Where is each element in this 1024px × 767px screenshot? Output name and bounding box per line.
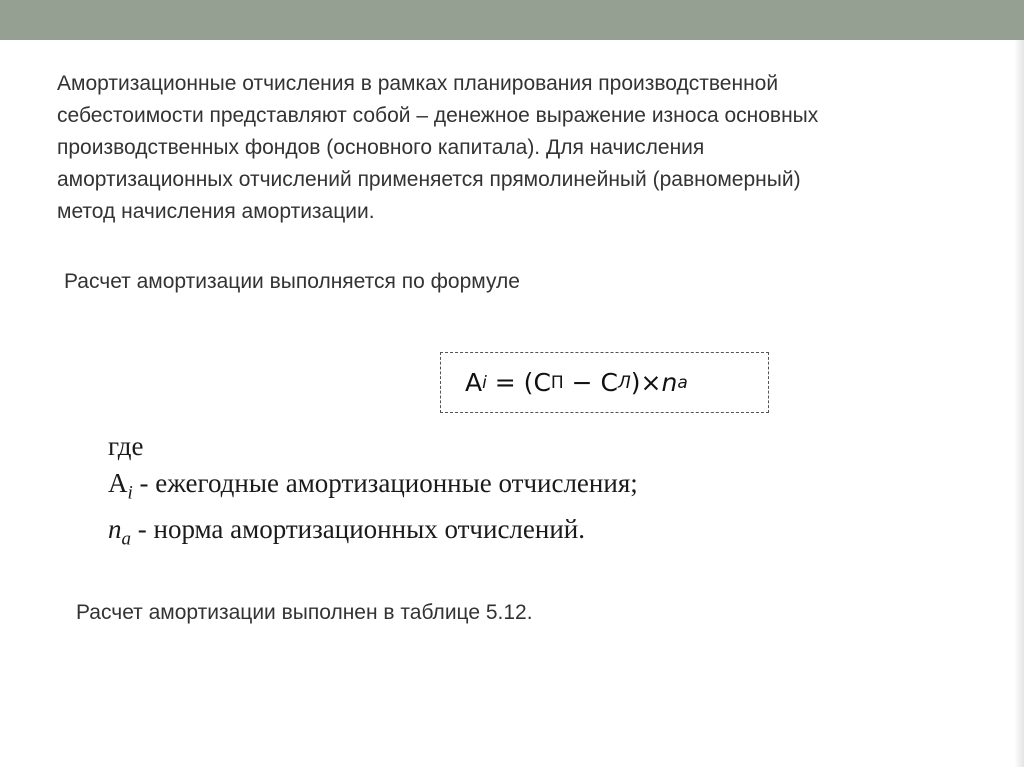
formula-symbol-n: n [661,368,678,397]
legend-where: где [108,431,144,461]
formula-box [440,352,769,413]
formula-symbol-a: А [465,368,483,397]
formula-legend [108,428,638,558]
formula-sub-i: i [482,372,487,393]
legend-item-na [108,511,638,557]
legend-symbol-n: n [108,514,122,545]
slide-edge-shadow [1014,40,1024,767]
paragraph-line: Амортизационные отчисления в рамках планирования производственной [57,72,779,95]
formula-sub-a: a [677,372,688,393]
table-reference: Расчет амортизации выполнен в таблице 5.12. [76,601,533,624]
formula-intro: Расчет амортизации выполняется по формуле [64,270,520,293]
top-bar [0,0,1024,40]
paragraph-line: метод начисления амортизации. [57,200,375,223]
formula-minus: − С [563,368,618,397]
formula-sub-l: Л [618,372,631,393]
intro-paragraph [57,68,1002,228]
paragraph-line: амортизационных отчислений применяется прямолинейный (равномерный) [57,168,801,191]
formula-open: = (С [486,368,551,397]
legend-sub-i: i [127,482,133,504]
legend-symbol-a: А [108,468,128,498]
paragraph-line: себестоимости представляют собой – денежное выражение износа основных [57,104,819,127]
legend-text-na: - норма амортизационных отчислений. [131,514,585,545]
formula-close: )× [630,368,662,397]
legend-item-ai [108,465,638,511]
formula-sub-p: П [550,372,564,393]
paragraph-line: производственных фондов (основного капитала). Для начисления [57,136,705,159]
legend-sub-a: a [121,528,131,550]
legend-text-ai: - ежегодные амортизационные отчисления; [132,468,638,498]
